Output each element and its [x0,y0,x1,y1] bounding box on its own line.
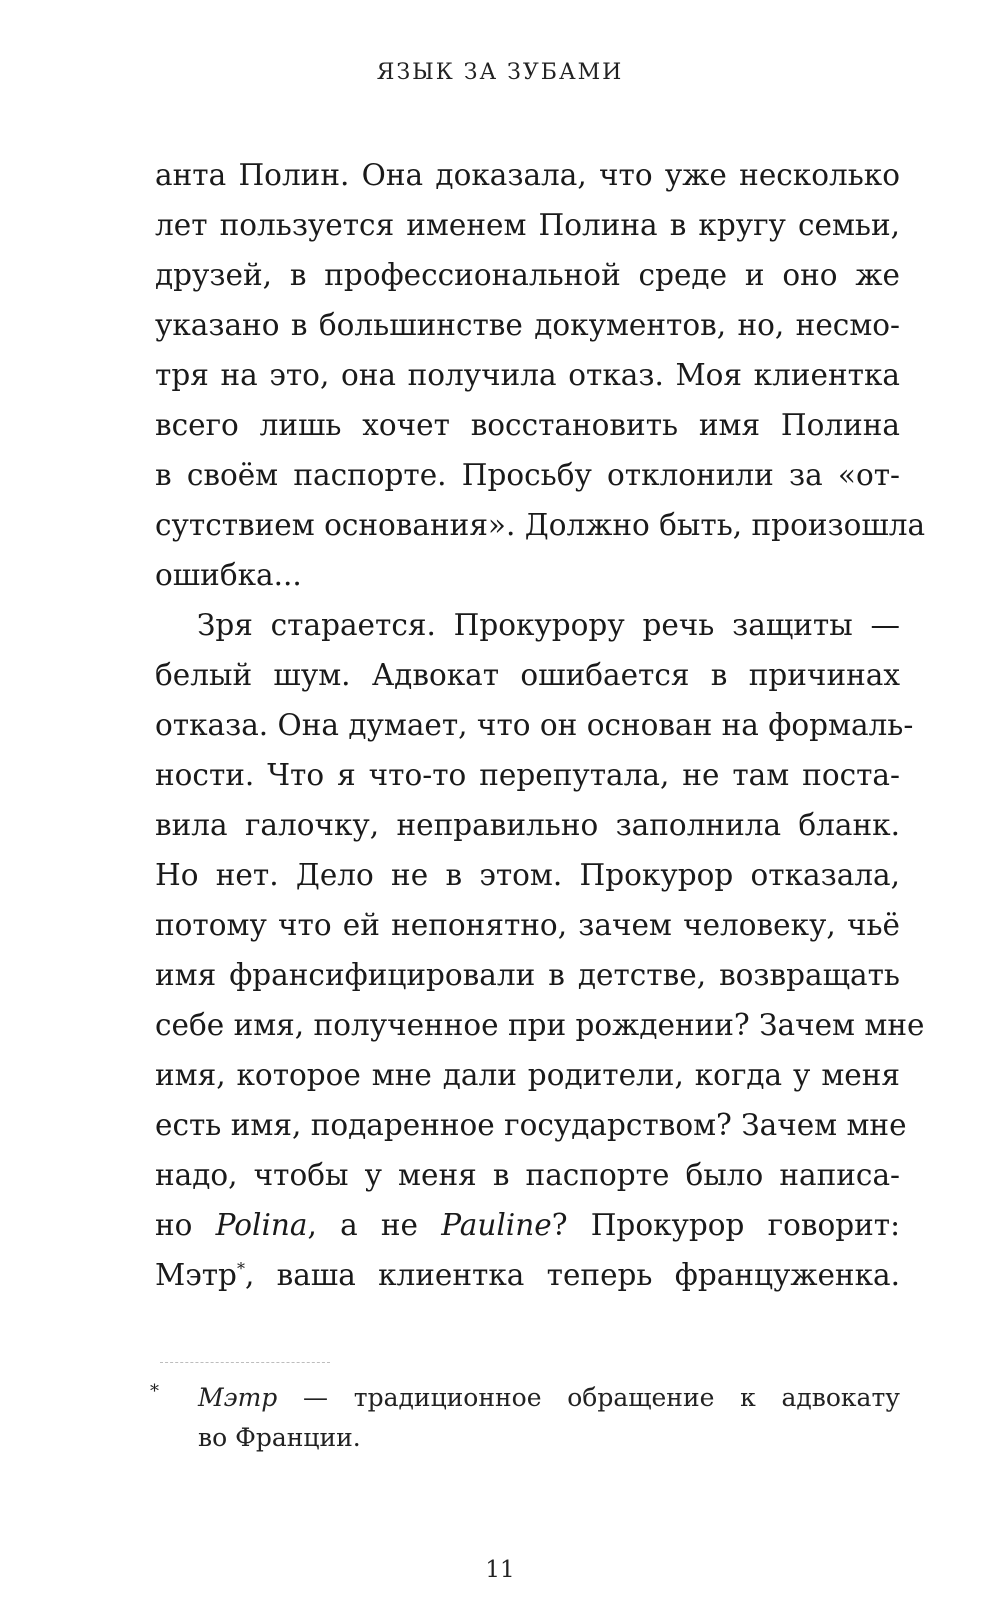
text-line-mixed [155,1200,900,1250]
text-line: белый шум. Адвокат ошибается в причинах [155,658,900,692]
text-line: всего лишь хочет восстановить имя Полина [155,408,900,442]
text-segment: но [155,1208,216,1242]
text-segment: ? Прокурор говорит: [551,1208,901,1242]
text-segment: , ваша клиентка теперь француженка. [244,1258,900,1292]
text-segment: Мэтр [155,1258,237,1292]
text-line: отказа. Она думает, что он основан на формаль- [155,708,914,742]
text-segment: , а не [307,1208,442,1242]
text-line: потому что ей непонятно, зачем человеку, чьё [155,908,900,942]
footnote-line: во Франции. [198,1423,361,1452]
text-line: ности. Что я что-то перепутала, не там поста- [155,758,900,792]
italic-name-polina: Polina [215,1208,308,1242]
text-line: Но нет. Дело не в этом. Прокурор отказала, [155,858,900,892]
text-line-mixed [155,1250,900,1300]
text-line: ошибка... [155,558,302,592]
text-line: сутствием основания». Должно быть, произошла [155,508,926,542]
footnote-text: — традиционное обращение к адвокату [277,1383,900,1412]
page-number: 11 [485,1557,515,1583]
text-line: в своём паспорте. Просьбу отклонили за «от- [155,458,900,492]
text-line: тря на это, она получила отказ. Моя клиентка [155,358,900,392]
footnote [150,1378,900,1458]
text-line: имя, которое мне дали родители, когда у меня [155,1058,900,1092]
footnote-reference-mark: * [236,1259,245,1279]
footnote-line [150,1378,900,1418]
running-head: ЯЗЫК ЗА ЗУБАМИ [376,60,624,85]
text-line: есть имя, подаренное государством? Зачем мне [155,1108,907,1142]
text-line: лет пользуется именем Полина в кругу семьи, [155,208,900,242]
footnote-divider [160,1362,330,1363]
text-line: друзей, в профессиональной среде и оно же [155,258,900,292]
text-line: указано в большинстве документов, но, несмо- [155,308,900,342]
text-line: анта Полин. Она доказала, что уже несколько [155,158,900,192]
main-text [155,150,926,1300]
text-line: имя франсифицировали в детстве, возвращать [155,958,900,992]
text-line: себе имя, полученное при рождении? Зачем мне [155,1008,925,1042]
text-line: Зря старается. Прокурору речь защиты — [197,608,900,642]
text-line: вила галочку, неправильно заполнила бланк. [155,808,900,842]
footnote-mark: * [150,1381,159,1402]
footnote-term: Мэтр [198,1383,278,1412]
text-line: надо, чтобы у меня в паспорте было написа- [155,1158,900,1192]
italic-name-pauline: Pauline [441,1208,552,1242]
